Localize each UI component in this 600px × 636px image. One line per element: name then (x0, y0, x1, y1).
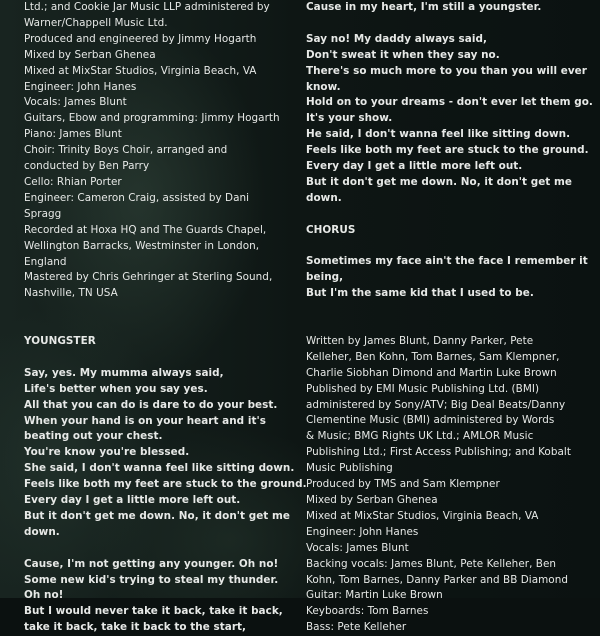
credit-line: Vocals: James Blunt (24, 96, 127, 109)
credit-line: Spragg (24, 207, 62, 220)
lyric-line: Don't sweat it when they say no. (306, 48, 500, 61)
credit-line: Bass: Pete Kelleher (306, 621, 407, 634)
lyric-line: Every day I get a little more left out. (24, 494, 241, 507)
lyric-line: Say, yes. My mumma always said, (24, 366, 224, 379)
lyric-line: Hold on to your dreams - don't ever let them go. (306, 96, 593, 109)
credit-line: Charlie Siobhan Dimond and Martin Luke Brown (306, 366, 557, 379)
credits-block (306, 334, 582, 636)
credit-line: Mixed at MixStar Studios, Virginia Beach, VA (306, 509, 539, 522)
credit-line: Choir: Trinity Boys Choir, arranged and (24, 144, 228, 157)
lyrics-verse-end (306, 0, 582, 16)
credit-line: Mixed by Serban Ghenea (24, 48, 156, 61)
credit-line: Clementine Music (BMI) administered by Words (306, 414, 555, 427)
lyric-line: Sometimes my face ain't the face I remember it (306, 255, 588, 268)
lyric-line: But it don't get me down. No, it don't get me (24, 509, 290, 522)
lyric-line: take it back, take it back to the start, (24, 621, 247, 634)
credit-line: Mastered by Chris Gehringer at Sterling Sound, (24, 271, 273, 284)
lyric-line: down. (24, 525, 60, 538)
lyric-line: know. (306, 80, 341, 93)
lyric-line: But it don't get me down. No, it don't get me (306, 175, 572, 188)
lyric-line: Feels like both my feet are stuck to the ground. (24, 478, 307, 491)
lyric-line: She said, I don't wanna feel like sitting down. (24, 462, 295, 475)
lyric-line: Life's better when you say yes. (24, 382, 208, 395)
lyric-line: All that you can do is dare to do your best. (24, 398, 278, 411)
lyrics-verse-3 (306, 32, 593, 207)
lyrics-outro (306, 254, 588, 302)
credit-line: Guitars, Ebow and programming: Jimmy Hogarth (24, 112, 280, 125)
credit-line: Mixed by Serban Ghenea (306, 494, 438, 507)
credit-line: Keyboards: Tom Barnes (306, 605, 429, 618)
credit-line: administered by Sony/ATV; Big Deal Beats/Danny (306, 398, 566, 411)
left-column (24, 0, 307, 636)
credits-block (24, 0, 292, 302)
lyric-line: Every day I get a little more left out. (306, 160, 523, 173)
lyric-line: down. (306, 191, 342, 204)
credit-line: Cello: Rhian Porter (24, 175, 122, 188)
lyric-line: He said, I don't wanna feel like sitting down. (306, 128, 571, 141)
credit-line: Mixed at MixStar Studios, Virginia Beach, VA (24, 64, 257, 77)
lyric-line: It's your show. (306, 112, 393, 125)
lyric-line: Feels like both my feet are stuck to the ground. (306, 144, 589, 157)
lyrics-verse-2 (24, 557, 292, 636)
credit-line: Engineer: John Hanes (24, 80, 137, 93)
credit-line: Recorded at Hoxa HQ and The Guards Chapel, (24, 223, 267, 236)
chorus-label: CHORUS (306, 223, 356, 236)
credit-line: Guitar: Martin Luke Brown (306, 589, 443, 602)
credit-line: Kelleher, Ben Kohn, Tom Barnes, Sam Klempner, (306, 350, 560, 363)
right-column (306, 0, 593, 636)
credit-line: Publishing Ltd.; First Access Publishing; and Kobalt (306, 446, 571, 459)
credit-line: Music Publishing (306, 462, 393, 475)
credit-line: Warner/Chappell Music Ltd. (24, 16, 168, 29)
credit-line: Nashville, TN USA (24, 287, 118, 300)
lyrics-verse-1 (24, 366, 307, 541)
lyric-line: But I'm the same kid that I used to be. (306, 287, 534, 300)
credit-line: & Music; BMG Rights UK Ltd.; AMLOR Music (306, 430, 534, 443)
lyric-line: Oh no! (24, 589, 64, 602)
lyric-line: When your hand is on your heart and it's (24, 414, 266, 427)
credit-line: Backing vocals: James Blunt, Pete Kelleher, Ben (306, 557, 557, 570)
credit-line: Ltd.; and Cookie Jar Music LLP administered by (24, 1, 270, 13)
lyric-line: Say no! My daddy always said, (306, 32, 487, 45)
credit-line: Produced and engineered by Jimmy Hogarth (24, 32, 257, 45)
lyric-line: Some new kid's trying to steal my thunder. (24, 573, 279, 586)
credit-line: Engineer: John Hanes (306, 525, 419, 538)
credit-line: England (24, 255, 67, 268)
lyric-line: being, (306, 271, 344, 284)
song-title: YOUNGSTER (24, 335, 96, 347)
credit-line: Wellington Barracks, Westminster in London, (24, 239, 260, 252)
credit-line: Vocals: James Blunt (306, 541, 409, 554)
lyric-line: beating out your chest. (24, 430, 163, 443)
credit-line: Written by James Blunt, Danny Parker, Pete (306, 334, 534, 347)
credit-line: conducted by Ben Parry (24, 160, 150, 173)
lyric-line: Cause, I'm not getting any younger. Oh no! (24, 557, 279, 570)
lyric-line: Cause in my heart, I'm still a youngster. (306, 1, 542, 13)
lyric-line: There's so much more to you than you will ever (306, 64, 587, 77)
credit-line: Kohn, Tom Barnes, Danny Parker and BB Diamond (306, 573, 568, 586)
credit-line: Engineer: Cameron Craig, assisted by Dani (24, 191, 250, 204)
credit-line: Published by EMI Music Publishing Ltd. (BMI) (306, 382, 540, 395)
credit-line: Produced by TMS and Sam Klempner (306, 478, 500, 491)
lyric-line: But I would never take it back, take it back, (24, 605, 283, 618)
credit-line: Piano: James Blunt (24, 128, 122, 141)
lyric-line: You're know you're blessed. (24, 446, 190, 459)
